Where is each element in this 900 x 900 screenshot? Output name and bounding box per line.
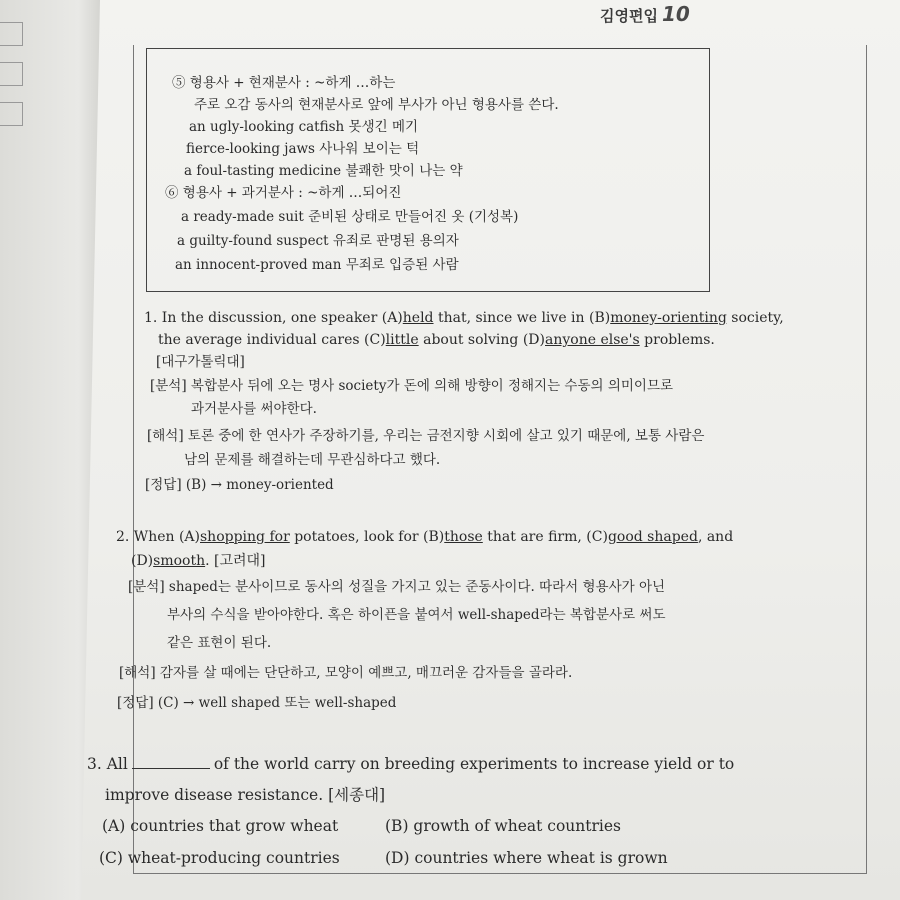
page-header [600, 2, 690, 26]
q2-underline-c: good shaped [607, 529, 698, 545]
q1-stem-line1: 1. In the discussion, one speaker (A)held that, since we live in (B)money-orienting society, [144, 310, 784, 326]
q1-underline-b: money-orienting [610, 310, 727, 326]
rule5-example: a foul-tasting medicine 불쾌한 맛이 나는 약 [184, 163, 463, 179]
q2-stem-line1: 2. When (A)shopping for potatoes, look for (B)those that are firm, (C)good shaped, and [116, 529, 734, 545]
left-page-tab [0, 62, 23, 86]
rule5-title: ⑤ 형용사 + 현재분사 : ~하게 …하는 [172, 75, 396, 91]
q1-translation: [해석] 토론 중에 한 연사가 주장하기를, 우리는 금전지향 시회에 살고 있기 때문에, 보통 사람은 [147, 428, 705, 444]
rule6-example: a guilty-found suspect 유죄로 판명된 용의자 [177, 233, 459, 249]
q2-translation: [해석] 감자를 살 때에는 단단하고, 모양이 예쁘고, 매끄러운 감자들을 골라라. [119, 665, 573, 681]
rule5-example: an ugly-looking catfish 못생긴 메기 [189, 119, 419, 135]
q1-analysis: [분석] 복합분사 뒤에 오는 명사 society가 돈에 의해 방향이 정해지는 수동의 의미이므로 [150, 378, 674, 394]
q3-option-a[interactable]: (A) countries that grow wheat [102, 817, 339, 835]
q1-answer: [정답] (B) → money-oriented [145, 477, 334, 493]
q3-stem-line1: 3. All of the world carry on breeding experiments to increase yield or to [87, 755, 735, 773]
q3-stem-line2: improve disease resistance. [세종대] [105, 786, 386, 804]
q1-translation-cont: 남의 문제를 해결하는데 무관심하다고 했다. [184, 452, 441, 468]
left-page-tab [0, 22, 23, 46]
q2-analysis-cont: 부사의 수식을 받아야한다. 혹은 하이픈을 붙여서 well-shaped라는 복합분사로 써도 [167, 607, 666, 623]
q1-stem-line2: the average individual cares (C)little about solving (D)anyone else's problems. [158, 332, 715, 348]
q3-option-c[interactable]: (C) wheat-producing countries [99, 849, 340, 867]
rule5-example: fierce-looking jaws 사나워 보이는 턱 [186, 141, 420, 157]
rule6-title: ⑥ 형용사 + 과거분사 : ~하게 …되어진 [165, 185, 402, 201]
q2-stem-line2: (D)smooth. [고려대] [131, 553, 266, 569]
q1-underline-a: held [402, 310, 434, 326]
rule5-desc: 주로 오감 동사의 현재분사로 앞에 부사가 아닌 형용사를 쓴다. [194, 97, 559, 113]
q1-source: [대구가톨릭대] [156, 354, 245, 370]
q3-answer-blank[interactable] [132, 754, 210, 769]
q2-underline-a: shopping for [200, 529, 290, 545]
left-page-tab [0, 102, 23, 126]
q3-option-b[interactable]: (B) growth of wheat countries [385, 817, 621, 835]
q2-underline-d: smooth [153, 553, 206, 569]
q3-option-d[interactable]: (D) countries where wheat is grown [385, 849, 668, 867]
book-logo: 10 [661, 2, 690, 26]
rule6-example: an innocent-proved man 무죄로 입증된 사람 [175, 257, 459, 273]
rule6-example: a ready-made suit 준비된 상태로 만들어진 옷 (기성복) [181, 209, 519, 225]
book-title: 김영편입 [600, 7, 658, 25]
q2-analysis-cont: 같은 표현이 된다. [167, 635, 272, 651]
q1-underline-d: anyone else's [545, 332, 640, 348]
q2-answer: [정답] (C) → well shaped 또는 well-shaped [117, 695, 397, 711]
q1-underline-c: little [385, 332, 419, 348]
q2-analysis: [분석] shaped는 분사이므로 동사의 성질을 가지고 있는 준동사이다. 따라서 형용사가 아닌 [128, 579, 666, 595]
q2-underline-b: those [444, 529, 483, 545]
q1-analysis-cont: 과거분사를 써야한다. [191, 401, 317, 417]
